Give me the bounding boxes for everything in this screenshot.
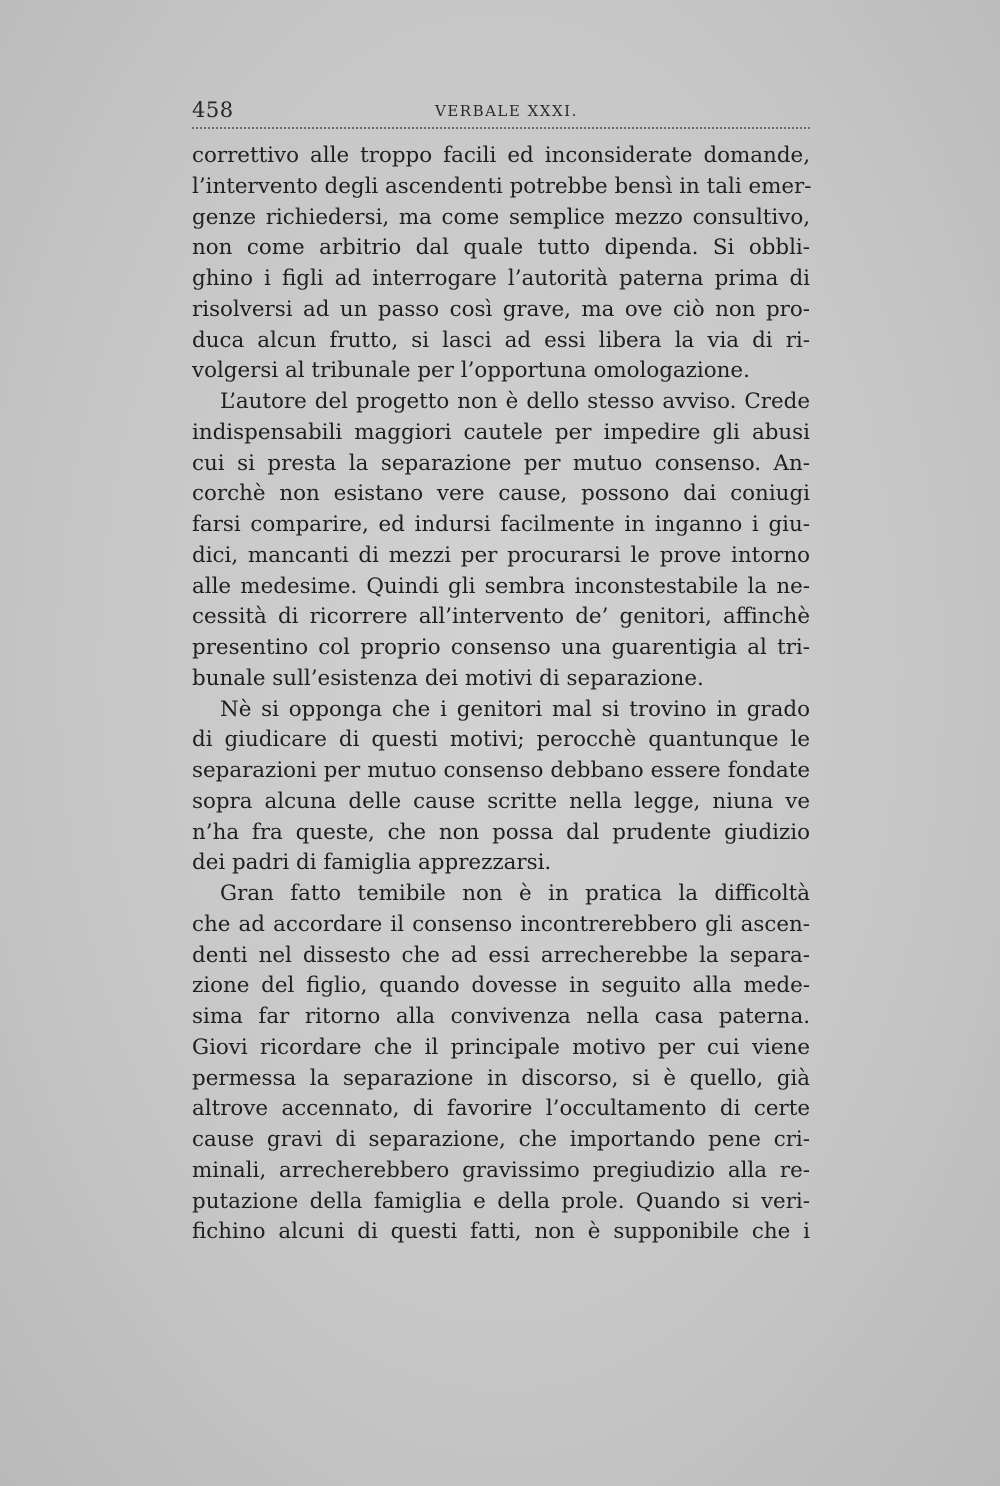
text-line: farsi comparire, ed indursi facilmente in inganno i giu-	[192, 512, 810, 537]
text-line: duca alcun frutto, si lasci ad essi libera la via di ri-	[192, 327, 810, 353]
body-text	[192, 141, 810, 1248]
text-line: denti nel dissesto che ad essi arrecherebbe la separa-	[192, 942, 810, 968]
text-line: sopra alcuna delle cause scritte nella legge, niuna ve	[192, 788, 810, 814]
text-line: fichino alcuni di questi fatti, non è supponibile che i	[192, 1219, 810, 1245]
paragraph-start-line: Nè si opponga che i genitori mal si trovino in grado	[220, 696, 810, 722]
text-line: presentino col proprio consenso una guarentigia al tri-	[192, 635, 810, 660]
text-line: alle medesime. Quindi gli sembra inconstestabile la ne-	[192, 573, 810, 599]
text-line: di giudicare di questi motivi; perocchè quantunque le	[192, 727, 810, 753]
running-title: VERBALE XXXI.	[435, 102, 578, 120]
page-number: 458	[192, 98, 234, 122]
text-line: permessa la separazione in discorso, si è quello, già	[192, 1065, 810, 1091]
text-line: sima far ritorno alla convivenza nella casa paterna.	[192, 1004, 810, 1029]
text-line: minali, arrecherebbero gravissimo pregiudizio alla re-	[192, 1157, 810, 1183]
text-line: altrove accennato, di favorire l’occultamento di certe	[192, 1096, 810, 1122]
text-line: cause gravi di separazione, che importando pene cri-	[192, 1127, 810, 1152]
text-line: ghino i figli ad interrogare l’autorità paterna prima di	[192, 266, 810, 291]
text-line: risolversi ad un passo così grave, ma ove ciò non pro-	[192, 296, 810, 322]
text-line: corchè non esistano vere cause, possono dai coniugi	[192, 481, 810, 507]
text-line: zione del figlio, quando dovesse in seguito alla mede-	[192, 973, 810, 999]
text-line: genze richiedersi, ma come semplice mezzo consultivo,	[192, 204, 810, 230]
header-rule	[192, 127, 810, 129]
text-line: putazione della famiglia e della prole. Quando si veri-	[192, 1188, 810, 1214]
text-line: volgersi al tribunale per l’opportuna omologazione.	[192, 358, 750, 384]
text-line: separazioni per mutuo consenso debbano essere fondate	[192, 758, 810, 783]
text-line: dici, mancanti di mezzi per procurarsi le prove intorno	[192, 542, 810, 568]
text-line: indispensabili maggiori cautele per impedire gli abusi	[192, 419, 810, 445]
text-line: dei padri di famiglia apprezzarsi.	[192, 850, 552, 876]
text-line: bunale sull’esistenza dei motivi di separazione.	[192, 665, 704, 691]
text-line: Giovi ricordare che il principale motivo per cui viene	[192, 1034, 810, 1060]
text-line: che ad accordare il consenso incontrerebbero gli ascen-	[192, 911, 810, 937]
paragraph-start-line: Gran fatto temibile non è in pratica la difficoltà	[220, 881, 810, 906]
paragraph-start-line: L’autore del progetto non è dello stesso avviso. Crede	[220, 389, 810, 414]
text-line: correttivo alle troppo facili ed inconsiderate domande,	[192, 143, 810, 168]
text-line: l’intervento degli ascendenti potrebbe bensì in tali emer-	[192, 173, 812, 199]
text-line: cessità di ricorrere all’intervento de’ genitori, affinchè	[192, 604, 810, 630]
text-line: non come arbitrio dal quale tutto dipenda. Si obbli-	[192, 235, 810, 261]
text-line: n’ha fra queste, che non possa dal prudente giudizio	[192, 819, 810, 845]
text-line: cui si presta la separazione per mutuo consenso. An-	[192, 450, 810, 476]
running-head	[192, 98, 810, 128]
